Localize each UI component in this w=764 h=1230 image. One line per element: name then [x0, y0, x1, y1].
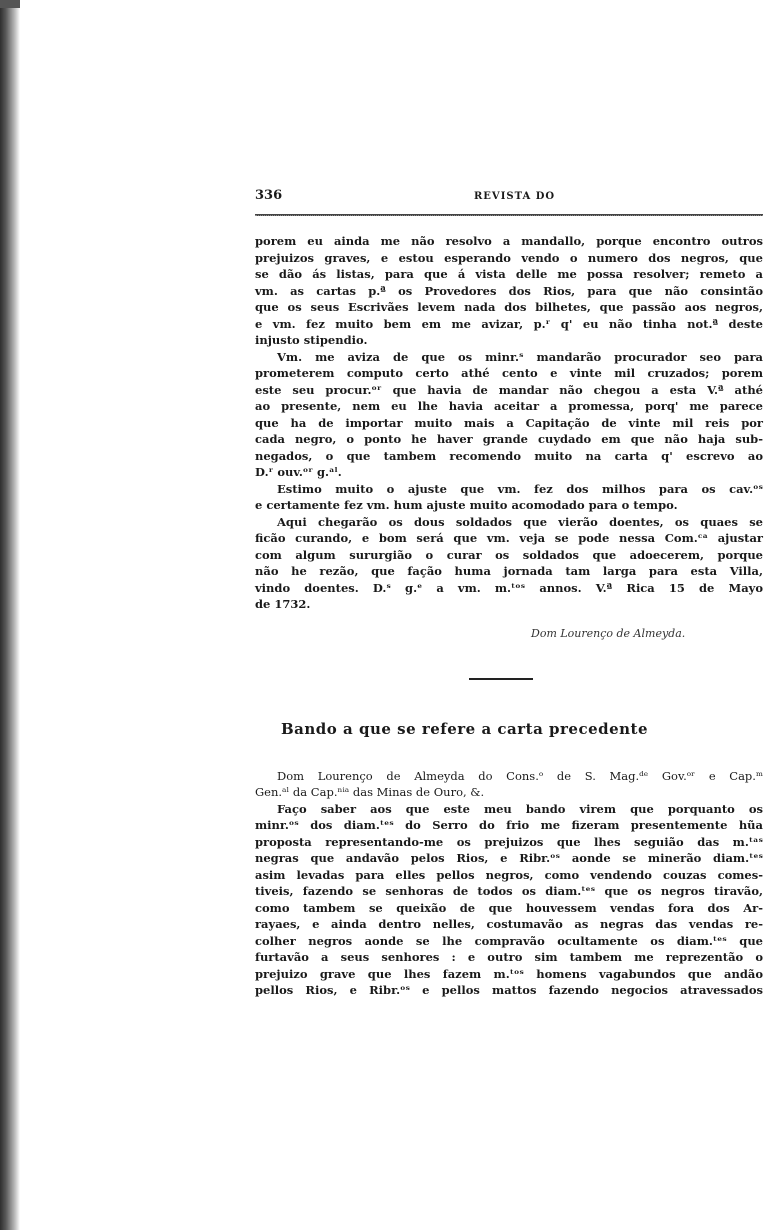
text-line: furtavão a seus senhores : e outro sim tambem me reprezentão o [255, 950, 763, 964]
header-rule [255, 214, 763, 216]
page-number: 336 [255, 188, 283, 203]
text-line: com algum sururgião o curar os soldados que adoecerem, porque [255, 547, 763, 562]
text-line: não he rezão, que fação huma jornada tam larga para esta Villa, [255, 564, 763, 578]
running-head [255, 188, 763, 208]
text-line: porem eu ainda me não resolvo a mandallo, porque encontro outros [255, 234, 763, 248]
text-line: Gen.ᵃˡ da Cap.ⁿⁱᵃ das Minas de Ouro, &. [255, 785, 485, 799]
text-line: pellos Rios, e Ribr.ᵒˢ e pellos mattos fazendo negocios atravessados [255, 983, 763, 997]
text-line: negados, o que tambem recomendo muito na carta q' escrevo ao [255, 448, 763, 463]
text-line: prejuizo grave que lhes fazem m.ᵗᵒˢ homens vagabundos que andão [255, 966, 763, 981]
book-binding-shadow [0, 0, 20, 1230]
text-line: tiveis, fazendo se senhoras de todos os diam.ᵗᵉˢ que os negros tiravão, [255, 884, 763, 898]
text-line: ficão curando, e bom será que vm. veja se pode nessa Com.ᶜᵃ ajustar [255, 531, 763, 545]
text-line: vindo doentes. D.ˢ g.ᵉ a vm. m.ᵗᵒˢ annos. V.ª Rica 15 de Mayo [255, 580, 763, 595]
bando-paragraph-2 [255, 801, 763, 999]
text-line: vm. as cartas p.ª os Provedores dos Rios, para que não consintão [255, 283, 763, 298]
text-line: colher negros aonde se lhe compravão ocultamente os diam.ᵗᵉˢ que [255, 933, 763, 948]
bando-body [255, 768, 763, 999]
text-line: este seu procur.ᵒʳ que havia de mandar não chegou a esta V.ª athé [255, 382, 763, 397]
text-line: rayaes, e ainda dentro nelles, costumavão as negras das vendas re- [255, 917, 763, 931]
text-line: Dom Lourenço de Almeyda do Cons.ᵒ de S. Mag.ᵈᵉ Gov.ᵒʳ e Cap.ᵐ [277, 768, 763, 783]
text-line: Aqui chegarão os dous soldados que vierão doentes, os quaes se [277, 514, 763, 529]
text-line: e certamente fez vm. hum ajuste muito acomodado para o tempo. [255, 498, 678, 512]
letter-paragraph-4 [255, 514, 763, 613]
book-page [255, 188, 763, 999]
letter-paragraph-3 [255, 481, 763, 514]
letter-body [255, 233, 763, 640]
text-line: D.ʳ ouv.ᵒʳ g.ᵃˡ. [255, 465, 342, 479]
text-line: asim levadas para elles pellos negros, como vendendo couzas comes- [255, 867, 763, 882]
text-line: cada negro, o ponto he haver grande cuydado em que não haja sub- [255, 432, 763, 446]
text-line: ao presente, nem eu lhe havia aceitar a promessa, porq' me parece [255, 399, 763, 413]
text-line: Faço saber aos que este meu bando virem que porquanto os [277, 801, 763, 816]
text-line: que os seus Escrivães levem nada dos bilhetes, que passão aos negros, [255, 300, 763, 314]
letter-paragraph-1 [255, 233, 763, 349]
letter-signature: Dom Lourenço de Almeyda. [531, 626, 686, 640]
bando-paragraph-1 [255, 768, 763, 801]
text-line: Estimo muito o ajuste que vm. fez dos milhos para os cav.ᵒˢ [277, 481, 763, 496]
text-line: se dão ás listas, para que á vista delle me possa resolver; remeto a [255, 267, 763, 281]
journal-title: REVISTA DO [474, 191, 556, 202]
text-line: Vm. me aviza de que os minr.ˢ mandarão procurador seo para [277, 349, 763, 364]
text-line: que ha de importar muito mais a Capitação de vinte mil reis por [255, 415, 763, 430]
text-line: de 1732. [255, 597, 311, 611]
scan-corner-mark [0, 0, 20, 8]
text-line: prejuizos graves, e estou esperando vendo o numero dos negros, que [255, 250, 763, 265]
text-line: minr.ᵒˢ dos diam.ᵗᵉˢ do Serro do frio me fizeram presentemente hũa [255, 818, 763, 832]
text-line: proposta representando-me os prejuizos que lhes seguião das m.ᵗᵃˢ [255, 834, 763, 849]
section-divider [469, 678, 533, 680]
text-line: negras que andavão pelos Rios, e Ribr.ᵒˢ aonde se minerão diam.ᵗᵉˢ [255, 851, 763, 865]
text-line: prometerem computo certo athé cento e vinte mil cruzados; porem [255, 366, 763, 380]
text-line: como tambem se queixão de que houvessem vendas fora dos Ar- [255, 900, 763, 915]
text-line: e vm. fez muito bem em me avizar, p.ʳ q' eu não tinha not.ª deste [255, 316, 763, 331]
letter-paragraph-2 [255, 349, 763, 481]
section-title: Bando a que se refere a carta precedente [281, 719, 649, 738]
text-line: injusto stipendio. [255, 333, 368, 347]
